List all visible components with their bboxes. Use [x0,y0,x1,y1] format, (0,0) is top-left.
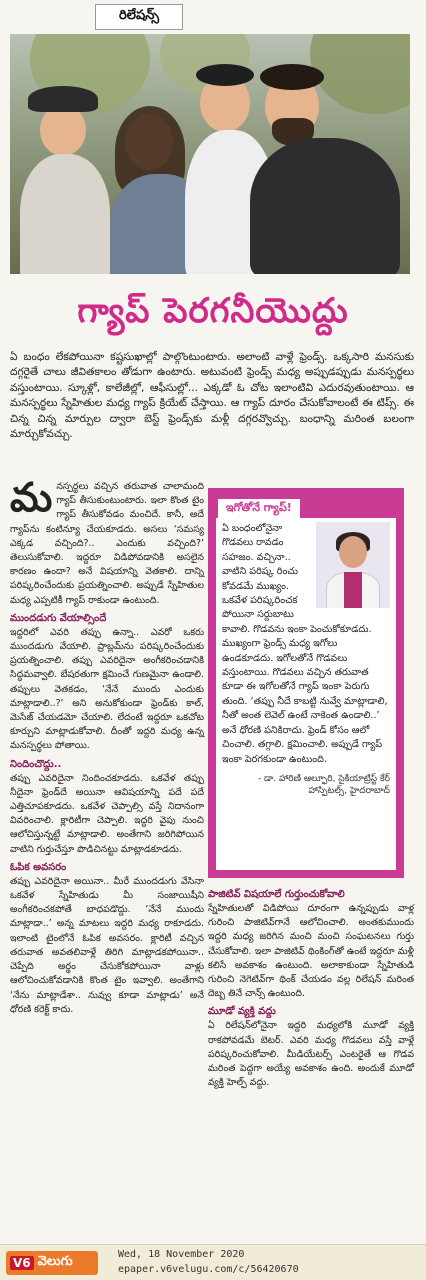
right-subhead-2: మూడో వ్యక్తి వద్దు [208,1006,276,1018]
logo-name: వెలుగు [37,1254,73,1269]
left-paragraph-1: నస్పర్థలు వచ్చిన తరువాత చాలామంది గ్యాప్ తీసుకుంటుంటారు. ఇలా కొంత టైం గ్యాప్ తీసుకోవడం మంచిదే. కానీ, అదే గ్యాప్‌ను కంటిన్యూ చేయకూడదు. అసలు ‘సమస్య ఎక్కడ వచ్చింది?.. ఎందుకు వచ్చింది?’ తెలుసుకోవాలి. ఇద్దరూ విడిపోవడానికి అసలైన కారణం ఉందా? అనే విషయాన్ని వెతకాలి. దాన్ని పరిష్కరించేందుకు ప్రయత్నించాలి. అప్పుడే స్నేహితుల మధ్య ఎప్పటికీ గ్యాప్ రాకుండా ఉంటుంది. [10,481,204,606]
left-subhead-2: నిందించొద్దు.. [10,758,62,770]
sidebar-body [216,518,396,870]
intro-paragraph: ఏ బంధం లేకపోయినా కష్టసుఖాల్లో పాల్గొంటుంటారు. అలాంటి వాళ్లే ఫ్రెండ్స్. ఒక్కసారి మనసుకు దగ్గరైతే చాలు జీవితకాలం తోడుగా ఉంటారు. అటువంటి ఫ్రెండ్స్ మధ్య అప్పుడప్పుడు మనస్పర్థలు వస్తుంటాయి. స్కూళ్లో, కాలేజీల్లో, ఆఫీసుల్లో... ఎక్కడో ఓ చోట ఇలాంటివి ఎదురవుతుంటాయి. ఆ మనస్పర్థలు స్నేహితుల మధ్య గ్యాప్ క్రియేట్ చేస్తాయి. ఆ గ్యాప్ దూరం చేసుకోవాలంటే ఈ టిప్స్. ఈ చిన్న చిన్న మార్పుల ద్వారా బెస్ట్ ఫ్రెండ్స్‌కు మళ్లీ దగ్గరవ్వొచ్చు. బంధాన్ని మరింత బలంగా మార్చుకోవచ్చు. [10,351,414,441]
left-subhead-3: ఓపిక అవసరం [10,861,67,873]
right-paragraph-2: ఏ రిలేషన్‌లోనైనా ఇద్దరి మధ్యలోకి మూడో వ్యక్తి రాకపోవడమే బెటర్. ఎవరి మధ్య గొడవలు వస్తే వాళ్లే పరిష్కరించుకోవాలి. మీడియేటర్స్ ఎంటరైతే ఆ గొడవ మరింత పెద్దగా అయ్యే అవకాశం ఉంది. అందుకే మూడో వ్యక్తి హెల్ప్ వద్దు. [208,1020,414,1089]
sidebar-credit: - డా. హారిణి ఆల్ఫూరి, సైకియాట్రిస్ట్ కేర్ హాస్పిటల్స్, హైదరాబాద్ [257,773,390,796]
left-column [10,475,204,1280]
left-paragraph-2: ఇద్దరిలో ఎవరి తప్పు ఉన్నా.. ఎవరో ఒకరు ముందడుగు వేయాలి. ప్రాబ్లమ్‌ను పరిష్కరించేందుకు ప్రయత్నించాలి. తప్పు ఎవరిదైనా అంగీకరించడానికి సిద్ధమవ్వాలి. బేషరతుగా క్షమించే గుణమైనా ఉండాలి. తప్పులు వెతకడం, ‘నేనే ముందు ఎందుకు మాట్లాడాలి..?’ అని అనుకోకుండా ఫ్రెండ్‌కు కాల్, మెసేజ్ చేయడమో చేయాలి. లేదంటే ఇద్దరూ ఒకచోట కూర్చుని మాట్లాడుకోవాలి. దీంతో ఇద్దరి మధ్య ఉన్న మనస్పర్థలు పోతాయి. [10,626,204,752]
right-subhead-1: పాజిటివ్ విషయాలే గుర్తుంచుకోవాలి [208,889,345,900]
sidebar-title: ఇగోతోనే గ్యాప్! [218,499,300,519]
doctor-photo [316,522,390,608]
left-paragraph-4: తప్పు ఎవరిదైనా అయినా.. మీరే ముందడుగు వేసినా ఒకవేళ స్నేహితుడు మీ సంజాయిషీని అంగీకరించకపోతే బాధపడొద్దు. ‘నేనే ముందు మాట్లాడా..’ అన్న మాటలు ఇద్దరి మధ్య రాకూడదు. ఇలాంటి టైంలోనే ఓపిక అవసరం. క్లారిటీ వచ్చిన తరువాత అవతలివాళ్లే తిరిగి మాట్లాడకపోయినా.. చెప్పేది అర్థం చేసుకోకపోయినా వాళ్లు ఆలోచించుకోవడానికి కొంత టైం ఇవ్వాలి. అంతేగాని ‘నేను మాట్లాడేశా.. నువ్వు కూడా మాట్లాడు’ అనే ధోరణి కరెక్ట్ కాదు. [10,875,204,1015]
right-paragraph-1: స్నేహితులతో విడిపోయి దూరంగా ఉన్నప్పుడు వాళ్ల గురించి పాజిటివ్‌గానే ఆలోచించాలి. అంతకుముందు ఇద్దరి మధ్య జరిగిన మంచి మంచి సంఘటనలు గుర్తు చేసుకోవాలి. ఇలా పాజిటివ్ థింకింగ్‌తో ఉంటే ఇద్దరూ మళ్లీ కలిసే అవకాశం ఉంటుంది. అలాకాకుండా స్నేహితుడి గురించి నెగెటివ్‌గా థింక్ చేయడం వల్ల రిలేషన్ మరింత దెబ్బ తినే చాన్స్ ఉంటుంది. [208,903,414,1000]
left-paragraph-3: తప్పు ఎవరిదైనా నిందించకూడదు. ఒకవేళ తప్పు నీదైనా ఫ్రెండ్‌దే అయినా ఆవిషయాన్ని పదే పదే ఎత్తిచూపకూడదు. ఒకవేళ చెప్పాల్సి వస్తే నిదానంగా వివరించాలి. క్లారిటీగా చెప్పాలి. ఇద్దరి వైపు నుంచి ఆలోచిస్తున్నట్టే మాట్లాడాలి. అంతేగాని జరిగిపోయిన వాటిని గుర్తుచేస్తూ పొడిచినట్టు మాట్లాడకూడదు. [10,772,204,855]
friends-photo [10,34,410,274]
logo-v6: V6 [10,1256,34,1270]
headline: గ్యాప్ పెరగనీయొద్దు [77,291,349,331]
v6-velugu-logo[interactable] [6,1251,98,1275]
sidebar-text: ఏ బంధంలోనైనా గొడవలు రావడం సహజం. వచ్చినా.. వాటిని పరిష్క రించు కోవడమే ముఖ్యం. ఒకవేళ పరిష్కరించక పోయినా సర్దుబాటు కావాలి. గొడవను ఇంకా పెంచుకోకూడదు. ముఖ్యంగా ఫ్రెండ్స్ మధ్య ఇగోలు ఉండకూడదు. ఇగోలతోనే గొడవలు వస్తుంటాయి. గొడవలు వచ్చిన తరువాత కూడా ఈ ఇగోలతోనే గ్యాప్ ఇంకా పెరుగు తుంది. ‘తప్పు నీదే కాబట్టి నువ్వే మాట్లాడాలి, నీతో అంత లెవెల్ ఉంటే నాకెంత ఉండాలి..’ అనే ధోరణి పనికిరాదు. ఫ్రెండ్ కోసం ఆలో చించాలి. తగ్గాలి. క్షమించాలి. అప్పుడే గ్యాప్ ఇంకా పెరగకుండా ఉంటుంది. [222,523,388,765]
expert-sidebar [208,488,404,878]
footer-bar [0,1244,426,1280]
section-tag: రిలేషన్స్ [95,4,183,30]
footer-date: Wed, 18 November 2020 [118,1249,245,1260]
drop-cap: మ [10,475,53,521]
right-column [208,884,414,1214]
footer-url[interactable]: epaper.v6velugu.com/c/56420670 [118,1264,299,1275]
left-subhead-1: ముందడుగు వేయాల్సిందే [10,612,107,624]
